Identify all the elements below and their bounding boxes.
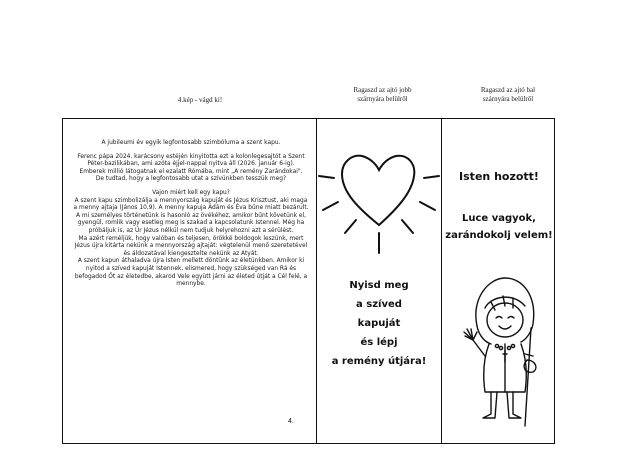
header-right-door-line-1: Ragaszd az ajtó jobb [353,86,412,94]
header-left-door-line-2: szárnyára belülről [482,95,534,103]
middle-panel-message [318,276,440,371]
panel-divider-2 [441,118,442,444]
welcome-subtitle-line-1: Luce vagyok, [462,213,536,224]
paragraph-pilgrims: Emberek millió látogatnak el ezalatt Rómába, mint „A remény Zarándokai". [79,168,303,175]
paragraph-intro: A jubileumi év egyik legfontosabb szimbóluma a szent kapu. [101,140,281,146]
welcome-subtitle-line-2: zarándokolj velem! [445,230,553,241]
welcome-subtitle [443,210,555,244]
paragraph-symbol: A szent kapu szimbolizálja a mennyország kapuját és Jézus Krisztust, aki maga a menny ajtaja (János 10,9). A menny kapuja Ádám és Éva bűne miatt bezárult. A mi személyes történetünk is hasonló az övékéhez, amikor bűnt követünk el, gyengül, romlik vagy esetleg meg is szakad a kapcsolatunk Istennel. Még ha próbáljuk is, az Úr Jézus nélkül nem tudjuk helyrehozni azt a sérülést. [73,197,309,234]
panel-divider-1 [316,118,317,444]
left-panel-text [72,140,310,440]
paragraph-passing: A szent kapun áthaladva újra Isten mellett döntünk az életünkben. Amikor ki nyitod a szíved kapuját Istennek, elismered, hogy szükséged van Rá és befogadod Őt az életedbe, akarod Vele együtt járni az életed útját a Cél felé, a mennybe. [74,258,308,288]
heart-with-rays-icon [318,130,440,260]
message-line-4: és lépj [360,337,398,348]
message-line-5: a remény útjára! [331,356,427,367]
paragraph-hope: Ma azért reméljük, hogy valóban és teljesen, örökké boldogok leszünk, mert Jézus újra kitárta nekünk a mennyország ajtaját: végtelenül menő szeretetével és áldozatával kiengesztelte nekünk az Atyát. [74,235,308,257]
page-number: 4. [288,418,294,425]
message-line-2: a szíved [356,299,402,310]
message-line-1: Nyisd meg [349,280,409,291]
welcome-title: Isten hozott! [459,170,539,183]
message-line-3: kapuját [357,318,401,329]
header-left-door-label [458,86,558,104]
header-left-door-line-1: Ragaszd az ajtó bal [480,86,536,94]
header-cut-label: 4.kép - vágd ki! [177,96,223,104]
pilgrim-child-icon [455,268,550,428]
paragraph-pope: Ferenc pápa 2024. karácsony estéjén kinyitotta ezt a kolonlegesajtót a Szent Péter-bazilikában, ami azóta éjjel-nappal nyitva áll (2026. január 6-ig). [77,153,305,168]
header-right-door-label [330,86,435,104]
paragraph-question-heart: De tudtad, hogy a legfontosabb utat a szívünkben tesszük meg? [95,176,287,183]
paragraph-why-door: Vajon miért kell egy kapu? [152,189,230,196]
header-right-door-line-2: szárnyára belülről [357,95,408,103]
